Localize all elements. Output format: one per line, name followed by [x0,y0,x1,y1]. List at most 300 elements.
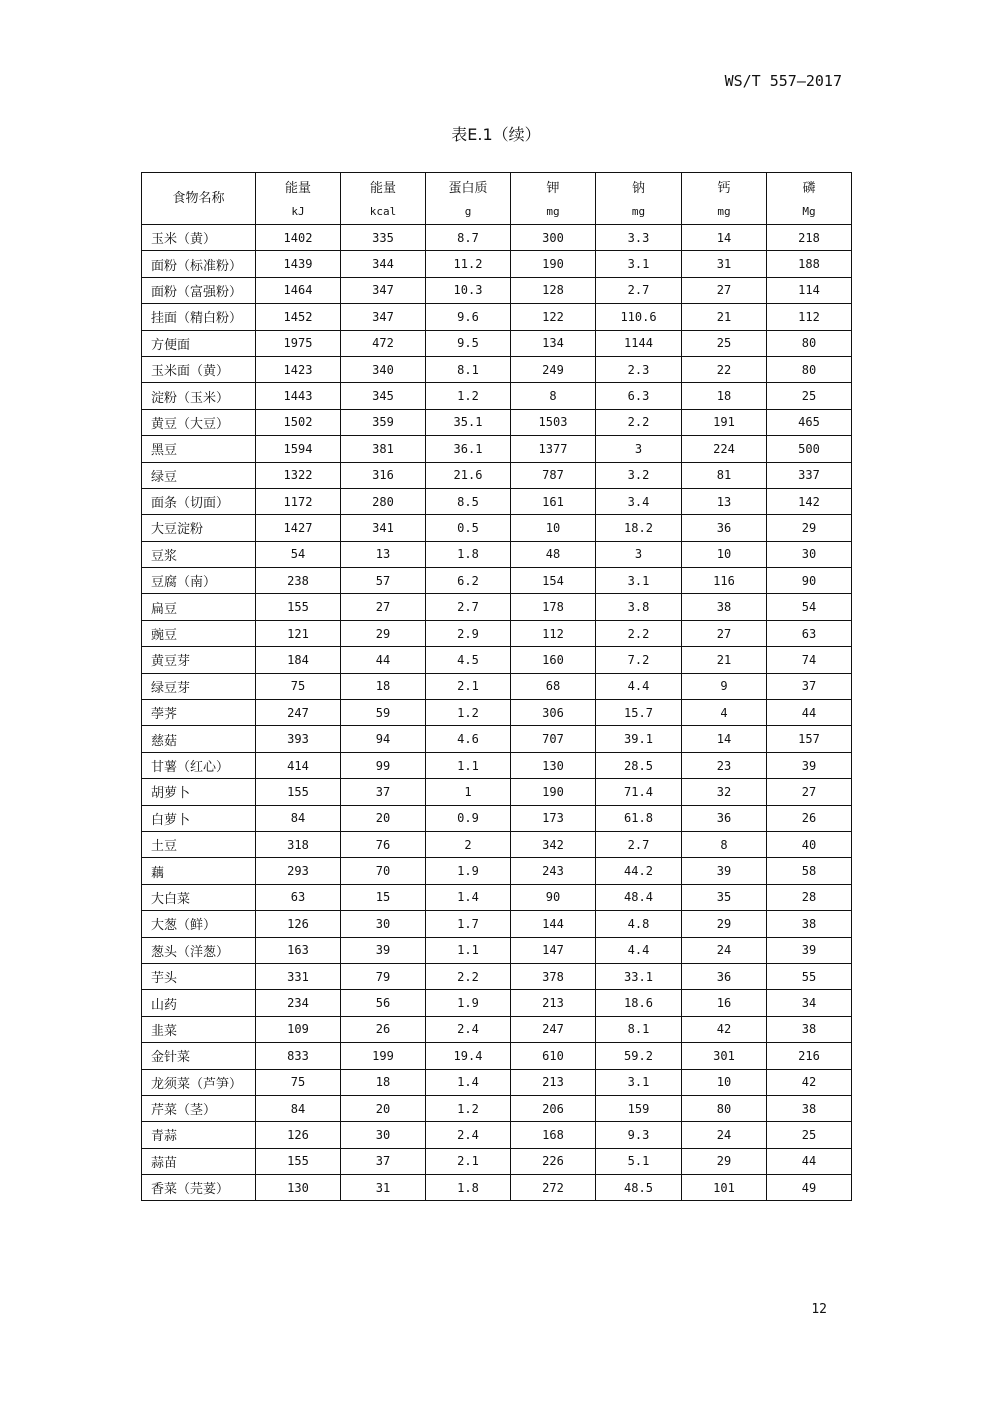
value-cell: 2.1 [426,1148,511,1174]
value-cell: 2.1 [426,673,511,699]
value-cell: 8.1 [426,356,511,382]
value-cell: 293 [256,858,341,884]
table-row [142,251,852,277]
value-cell: 74 [767,647,852,673]
table-row [142,515,852,541]
food-name-cell: 玉米（黄） [142,225,256,251]
food-name-cell: 山药 [142,990,256,1016]
value-cell: 9 [682,673,767,699]
value-cell: 90 [511,884,596,910]
value-cell: 301 [682,1043,767,1069]
value-cell: 80 [767,356,852,382]
value-cell: 54 [767,594,852,620]
food-name-cell: 黄豆芽 [142,647,256,673]
value-cell: 337 [767,462,852,488]
value-cell: 27 [767,779,852,805]
value-cell: 1.9 [426,990,511,1016]
table-row [142,383,852,409]
value-cell: 36 [682,515,767,541]
table-body [142,225,852,1201]
value-cell: 30 [341,1122,426,1148]
value-cell: 216 [767,1043,852,1069]
table-row [142,1016,852,1042]
value-cell: 340 [341,356,426,382]
value-cell: 306 [511,700,596,726]
food-name-cell: 豆浆 [142,541,256,567]
value-cell: 10.3 [426,277,511,303]
value-cell: 84 [256,805,341,831]
value-cell: 114 [767,277,852,303]
value-cell: 2.7 [426,594,511,620]
value-cell: 345 [341,383,426,409]
value-cell: 168 [511,1122,596,1148]
value-cell: 81 [682,462,767,488]
value-cell: 29 [767,515,852,541]
value-cell: 1402 [256,225,341,251]
food-name-cell: 土豆 [142,831,256,857]
value-cell: 347 [341,304,426,330]
value-cell: 247 [511,1016,596,1042]
value-cell: 44 [767,700,852,726]
value-cell: 335 [341,225,426,251]
value-cell: 1502 [256,409,341,435]
column-label: 钠 [631,180,645,196]
value-cell: 2.7 [596,831,682,857]
value-cell: 280 [341,488,426,514]
value-cell: 26 [341,1016,426,1042]
value-cell: 25 [767,383,852,409]
value-cell: 10 [511,515,596,541]
value-cell: 2.2 [596,409,682,435]
value-cell: 34 [767,990,852,1016]
column-header [426,173,511,225]
value-cell: 35 [682,884,767,910]
value-cell: 57 [341,568,426,594]
table-row [142,700,852,726]
value-cell: 2.9 [426,620,511,646]
food-name-cell: 香菜（芫荽） [142,1175,256,1201]
column-header [341,173,426,225]
value-cell: 14 [682,726,767,752]
value-cell: 13 [341,541,426,567]
value-cell: 833 [256,1043,341,1069]
value-cell: 4.4 [596,937,682,963]
food-name-cell: 白萝卜 [142,805,256,831]
value-cell: 160 [511,647,596,673]
value-cell: 6.2 [426,568,511,594]
food-name-cell: 金针菜 [142,1043,256,1069]
value-cell: 249 [511,356,596,382]
column-unit: kcal [369,204,397,218]
food-name-cell: 淀粉（玉米） [142,383,256,409]
value-cell: 39 [767,752,852,778]
value-cell: 44 [341,647,426,673]
food-name-cell: 黄豆（大豆） [142,409,256,435]
value-cell: 163 [256,937,341,963]
value-cell: 130 [256,1175,341,1201]
value-cell: 1975 [256,330,341,356]
value-cell: 42 [767,1069,852,1095]
table-row [142,752,852,778]
column-unit: mg [717,204,731,218]
value-cell: 16 [682,990,767,1016]
value-cell: 55 [767,963,852,989]
value-cell: 1.4 [426,884,511,910]
value-cell: 4 [682,700,767,726]
value-cell: 1423 [256,356,341,382]
value-cell: 472 [341,330,426,356]
value-cell: 21 [682,304,767,330]
table-row [142,1122,852,1148]
value-cell: 206 [511,1095,596,1121]
value-cell: 8.7 [426,225,511,251]
value-cell: 1.9 [426,858,511,884]
value-cell: 122 [511,304,596,330]
value-cell: 18.2 [596,515,682,541]
table-row [142,911,852,937]
value-cell: 226 [511,1148,596,1174]
value-cell: 8.1 [596,1016,682,1042]
value-cell: 39 [682,858,767,884]
food-name-cell: 黑豆 [142,436,256,462]
value-cell: 8 [511,383,596,409]
value-cell: 1172 [256,488,341,514]
value-cell: 49 [767,1175,852,1201]
value-cell: 68 [511,673,596,699]
value-cell: 5.1 [596,1148,682,1174]
value-cell: 54 [256,541,341,567]
value-cell: 1.8 [426,541,511,567]
value-cell: 59.2 [596,1043,682,1069]
value-cell: 35.1 [426,409,511,435]
column-header [511,173,596,225]
value-cell: 1322 [256,462,341,488]
value-cell: 184 [256,647,341,673]
food-name-cell: 蒜苗 [142,1148,256,1174]
table-row [142,541,852,567]
value-cell: 1.2 [426,700,511,726]
column-header [142,173,256,225]
value-cell: 30 [767,541,852,567]
page-number: 12 [811,1302,827,1317]
value-cell: 213 [511,990,596,1016]
food-name-cell: 挂面（精白粉） [142,304,256,330]
value-cell: 20 [341,805,426,831]
value-cell: 18.6 [596,990,682,1016]
value-cell: 44 [767,1148,852,1174]
value-cell: 147 [511,937,596,963]
value-cell: 224 [682,436,767,462]
table-row [142,594,852,620]
value-cell: 2 [426,831,511,857]
value-cell: 3.2 [596,462,682,488]
column-label: 食物名称 [172,190,225,206]
value-cell: 1.8 [426,1175,511,1201]
value-cell: 24 [682,1122,767,1148]
table-row [142,858,852,884]
value-cell: 155 [256,594,341,620]
column-label: 能量 [284,180,311,196]
value-cell: 11.2 [426,251,511,277]
value-cell: 48.5 [596,1175,682,1201]
value-cell: 465 [767,409,852,435]
table-row [142,1043,852,1069]
food-name-cell: 玉米面（黄） [142,356,256,382]
value-cell: 19.4 [426,1043,511,1069]
value-cell: 31 [682,251,767,277]
table-row [142,356,852,382]
value-cell: 142 [767,488,852,514]
value-cell: 42 [682,1016,767,1042]
value-cell: 36 [682,805,767,831]
value-cell: 3.1 [596,1069,682,1095]
value-cell: 39 [767,937,852,963]
value-cell: 787 [511,462,596,488]
value-cell: 116 [682,568,767,594]
food-name-cell: 甘薯（红心） [142,752,256,778]
column-header [596,173,682,225]
value-cell: 247 [256,700,341,726]
table-row [142,805,852,831]
column-unit: g [464,204,472,218]
value-cell: 58 [767,858,852,884]
column-label: 钙 [717,180,731,196]
value-cell: 63 [767,620,852,646]
table-row [142,1175,852,1201]
food-name-cell: 荸荠 [142,700,256,726]
value-cell: 128 [511,277,596,303]
value-cell: 112 [767,304,852,330]
food-name-cell: 面粉（标准粉） [142,251,256,277]
value-cell: 1439 [256,251,341,277]
table-row [142,1095,852,1121]
value-cell: 48 [511,541,596,567]
value-cell: 4.4 [596,673,682,699]
value-cell: 39 [341,937,426,963]
table-row [142,726,852,752]
value-cell: 79 [341,963,426,989]
column-label: 能量 [369,180,396,196]
food-name-cell: 绿豆 [142,462,256,488]
table-row [142,488,852,514]
column-label: 蛋白质 [448,180,488,196]
value-cell: 70 [341,858,426,884]
food-name-cell: 葱头（洋葱） [142,937,256,963]
value-cell: 10 [682,541,767,567]
value-cell: 99 [341,752,426,778]
value-cell: 21 [682,647,767,673]
value-cell: 393 [256,726,341,752]
food-name-cell: 绿豆芽 [142,673,256,699]
food-name-cell: 青蒜 [142,1122,256,1148]
food-name-cell: 慈菇 [142,726,256,752]
value-cell: 126 [256,1122,341,1148]
value-cell: 500 [767,436,852,462]
value-cell: 161 [511,488,596,514]
value-cell: 359 [341,409,426,435]
value-cell: 157 [767,726,852,752]
value-cell: 18 [682,383,767,409]
table-row [142,990,852,1016]
value-cell: 80 [767,330,852,356]
value-cell: 155 [256,779,341,805]
value-cell: 101 [682,1175,767,1201]
value-cell: 9.6 [426,304,511,330]
value-cell: 1144 [596,330,682,356]
food-name-cell: 大白菜 [142,884,256,910]
food-name-cell: 扁豆 [142,594,256,620]
value-cell: 2.7 [596,277,682,303]
value-cell: 29 [341,620,426,646]
table-row [142,304,852,330]
value-cell: 56 [341,990,426,1016]
table-title: 表E.1（续） [451,125,541,144]
value-cell: 23 [682,752,767,778]
value-cell: 2.3 [596,356,682,382]
table-row [142,1069,852,1095]
value-cell: 71.4 [596,779,682,805]
value-cell: 347 [341,277,426,303]
value-cell: 318 [256,831,341,857]
value-cell: 300 [511,225,596,251]
value-cell: 272 [511,1175,596,1201]
column-unit: Mg [802,204,816,218]
value-cell: 63 [256,884,341,910]
value-cell: 109 [256,1016,341,1042]
food-name-cell: 芹菜（茎） [142,1095,256,1121]
value-cell: 39.1 [596,726,682,752]
value-cell: 18 [341,1069,426,1095]
value-cell: 8 [682,831,767,857]
value-cell: 3 [596,436,682,462]
value-cell: 8.5 [426,488,511,514]
table-row [142,963,852,989]
value-cell: 707 [511,726,596,752]
value-cell: 37 [767,673,852,699]
value-cell: 1.7 [426,911,511,937]
value-cell: 3.3 [596,225,682,251]
value-cell: 1443 [256,383,341,409]
value-cell: 2.4 [426,1122,511,1148]
value-cell: 2.2 [426,963,511,989]
value-cell: 14 [682,225,767,251]
value-cell: 243 [511,858,596,884]
value-cell: 1.1 [426,752,511,778]
value-cell: 27 [682,620,767,646]
value-cell: 7.2 [596,647,682,673]
value-cell: 37 [341,1148,426,1174]
value-cell: 40 [767,831,852,857]
value-cell: 1452 [256,304,341,330]
value-cell: 84 [256,1095,341,1121]
table-row [142,673,852,699]
value-cell: 2.2 [596,620,682,646]
table-row [142,330,852,356]
value-cell: 1.1 [426,937,511,963]
value-cell: 154 [511,568,596,594]
value-cell: 20 [341,1095,426,1121]
value-cell: 191 [682,409,767,435]
column-header [682,173,767,225]
value-cell: 44.2 [596,858,682,884]
value-cell: 121 [256,620,341,646]
value-cell: 38 [682,594,767,620]
nutrition-table [141,172,852,1201]
value-cell: 1377 [511,436,596,462]
value-cell: 173 [511,805,596,831]
food-name-cell: 面条（切面） [142,488,256,514]
value-cell: 1.2 [426,1095,511,1121]
value-cell: 31 [341,1175,426,1201]
value-cell: 75 [256,1069,341,1095]
value-cell: 24 [682,937,767,963]
value-cell: 414 [256,752,341,778]
value-cell: 27 [682,277,767,303]
table-row [142,831,852,857]
value-cell: 28.5 [596,752,682,778]
value-cell: 30 [341,911,426,937]
food-name-cell: 方便面 [142,330,256,356]
food-name-cell: 大葱（鲜） [142,911,256,937]
value-cell: 110.6 [596,304,682,330]
value-cell: 1.4 [426,1069,511,1095]
value-cell: 21.6 [426,462,511,488]
value-cell: 75 [256,673,341,699]
table-row [142,277,852,303]
table-row [142,779,852,805]
column-unit: mg [546,204,560,218]
value-cell: 1 [426,779,511,805]
value-cell: 2.4 [426,1016,511,1042]
food-name-cell: 大豆淀粉 [142,515,256,541]
value-cell: 27 [341,594,426,620]
value-cell: 59 [341,700,426,726]
value-cell: 0.5 [426,515,511,541]
food-name-cell: 面粉（富强粉） [142,277,256,303]
value-cell: 1503 [511,409,596,435]
value-cell: 218 [767,225,852,251]
value-cell: 199 [341,1043,426,1069]
value-cell: 9.3 [596,1122,682,1148]
value-cell: 36 [682,963,767,989]
value-cell: 1464 [256,277,341,303]
table-row [142,1148,852,1174]
value-cell: 331 [256,963,341,989]
value-cell: 37 [341,779,426,805]
value-cell: 178 [511,594,596,620]
value-cell: 341 [341,515,426,541]
table-row [142,647,852,673]
value-cell: 190 [511,779,596,805]
food-name-cell: 韭菜 [142,1016,256,1042]
value-cell: 234 [256,990,341,1016]
value-cell: 159 [596,1095,682,1121]
value-cell: 381 [341,436,426,462]
table-row [142,462,852,488]
value-cell: 18 [341,673,426,699]
value-cell: 22 [682,356,767,382]
food-name-cell: 豆腐（南） [142,568,256,594]
column-unit: mg [631,204,646,218]
value-cell: 48.4 [596,884,682,910]
value-cell: 1427 [256,515,341,541]
value-cell: 94 [341,726,426,752]
value-cell: 29 [682,911,767,937]
value-cell: 3.1 [596,568,682,594]
value-cell: 3.4 [596,488,682,514]
column-label: 钾 [546,180,560,196]
value-cell: 25 [767,1122,852,1148]
